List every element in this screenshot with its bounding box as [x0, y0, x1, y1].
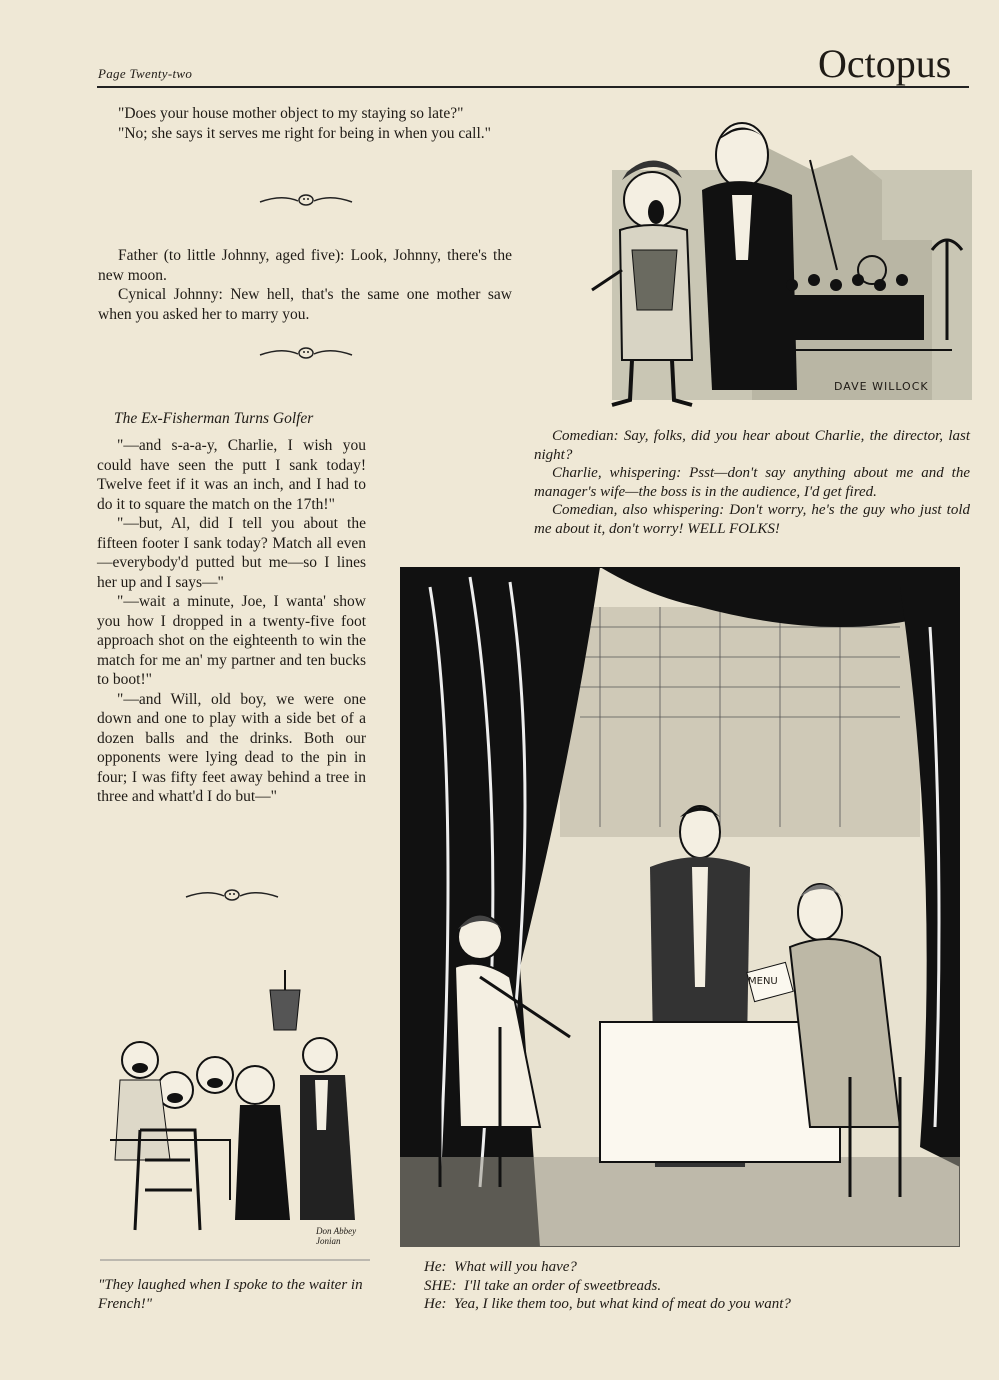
comedian-cartoon-illustration	[552, 100, 972, 420]
joke-new-moon	[98, 246, 512, 324]
caption-speaker: He:	[424, 1296, 447, 1312]
header-rule	[97, 86, 969, 88]
comedian-caption	[534, 427, 970, 538]
caption-text: I'll take an order of sweetbreads.	[464, 1277, 662, 1294]
artist-signature: Don Abbey Jonian	[316, 1226, 357, 1246]
caption-line	[406, 1295, 966, 1314]
caption-text: Yea, I like them too, but what kind of meat do you want?	[454, 1296, 791, 1312]
ornament-divider	[184, 887, 280, 903]
story-paragraph: "—and Will, old boy, we were one down and one to play with a side bet of a dozen balls and the drinks. Both our opponents were lying dead to the pin in four; I was fifty feet away behind a tree in three and whatt'd I do but—"	[97, 690, 366, 805]
caption-text: What will you have?	[454, 1259, 577, 1275]
dinner-cartoon-illustration	[400, 567, 960, 1247]
menu-card-label: MENU	[748, 976, 778, 987]
caption-line	[406, 1277, 966, 1296]
story-paragraph: "—but, Al, did I tell you about the fifteen footer I sank today? Match all even—everybody'd putted but me—so I lines her up and I says—"	[97, 515, 366, 591]
caption-line	[406, 1258, 966, 1277]
joke-line: Father (to little Johnny, aged five): Look, Johnny, there's the new moon.	[98, 247, 512, 284]
caption-speaker: SHE:	[424, 1277, 457, 1294]
french-caption: "They laughed when I spoke to the waiter in French!"	[98, 1277, 363, 1312]
caption-line: Charlie, whispering: Psst—don't say anything about me and the manager's wife—the boss is in the audience, I'd get fired.	[534, 465, 970, 500]
story-title: The Ex-Fisherman Turns Golfer	[114, 410, 314, 427]
joke-line: Cynical Johnny: New hell, that's the same one mother saw when you asked her to marry you.	[98, 286, 512, 323]
caption-speaker: He:	[424, 1259, 447, 1275]
golfer-story	[97, 436, 366, 807]
magazine-title: Octopus	[818, 41, 952, 86]
page-number: Page Twenty-two	[98, 66, 193, 81]
caption-line: Comedian, also whispering: Don't worry, he's the guy who just told me about it, don't worry! WELL FOLKS!	[534, 502, 970, 537]
ornament-divider	[258, 192, 354, 208]
dinner-caption	[406, 1258, 966, 1314]
caption-line: Comedian: Say, folks, did you hear about Charlie, the director, last night?	[534, 428, 970, 463]
joke-line: "Does your house mother object to my staying so late?"	[118, 105, 464, 122]
joke-line: "No; she says it serves me right for being in when you call."	[118, 124, 491, 142]
story-paragraph: "—and s-a-a-y, Charlie, I wish you could have seen the putt I sank today! Twelve feet if it was an inch, and I had to do it to square the match on the 17th!"	[97, 437, 366, 513]
story-paragraph: "—wait a minute, Joe, I wanta' show you how I dropped in a twenty-five foot approach shot on the eighteenth to win the match for me an' my partner and ten bucks to boot!"	[97, 593, 366, 688]
artist-signature: DAVE WILLOCK	[834, 380, 929, 393]
french-waiter-cartoon-illustration	[100, 960, 370, 1270]
joke-house-mother	[98, 104, 512, 143]
ornament-divider	[258, 345, 354, 361]
